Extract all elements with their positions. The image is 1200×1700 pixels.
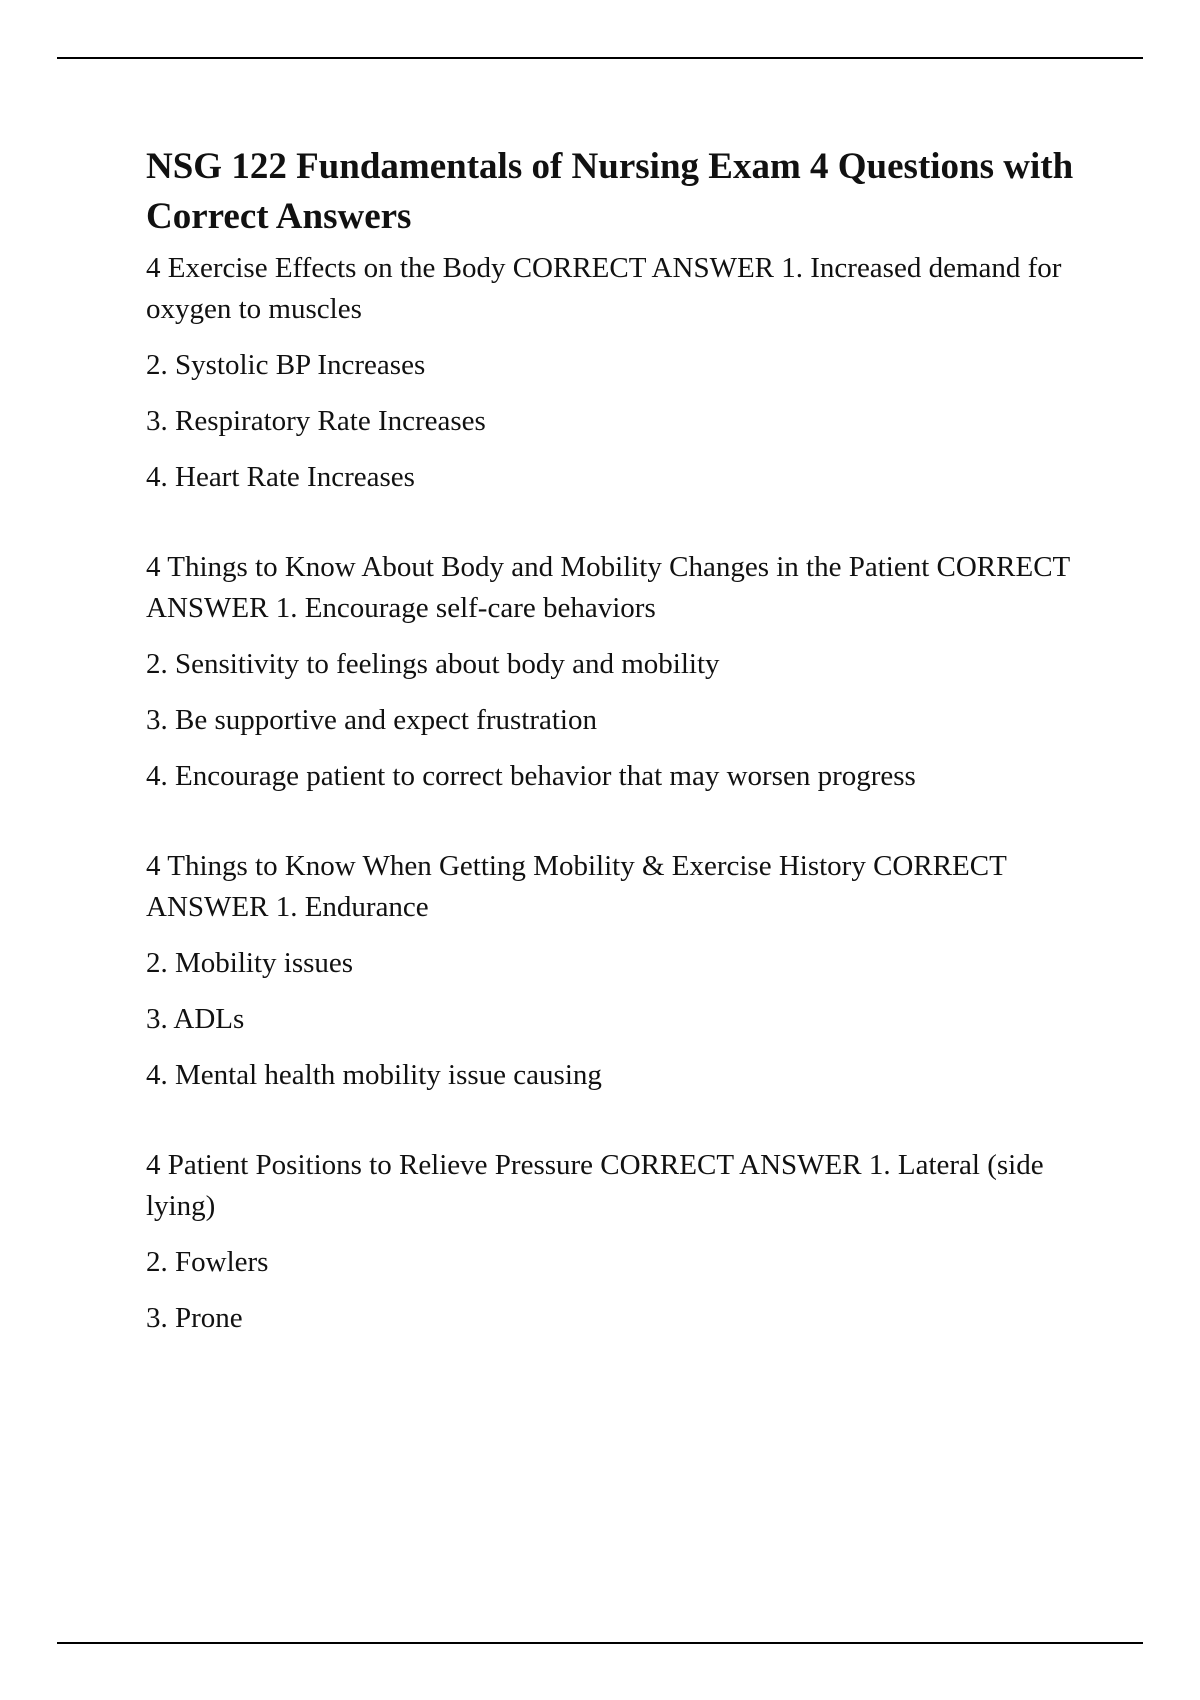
question-block-4 (146, 1145, 1086, 1339)
question-3-answer-3: 3. ADLs (146, 1003, 245, 1035)
question-1-prompt: 4 Exercise Effects on the Body CORRECT ANSWER 1. Increased demand for oxygen to muscles (146, 252, 1062, 325)
question-3-prompt: 4 Things to Know When Getting Mobility & Exercise History CORRECT ANSWER 1. Endurance (146, 850, 1007, 923)
question-4-answer-3: 3. Prone (146, 1302, 243, 1334)
question-4-answer-2: 2. Fowlers (146, 1246, 269, 1278)
question-2-prompt: 4 Things to Know About Body and Mobility Changes in the Patient CORRECT ANSWER 1. Encourage self-care behaviors (146, 551, 1070, 624)
question-2-answer-2: 2. Sensitivity to feelings about body and mobility (146, 648, 720, 680)
question-2-answer-3: 3. Be supportive and expect frustration (146, 704, 597, 736)
question-block-2 (146, 547, 1086, 797)
question-block-1 (146, 248, 1086, 498)
question-1-answer-2: 2. Systolic BP Increases (146, 349, 426, 381)
document-title: NSG 122 Fundamentals of Nursing Exam 4 Questions with Correct Answers (146, 146, 1074, 237)
document-body (146, 142, 1086, 1339)
question-1-answer-4: 4. Heart Rate Increases (146, 461, 415, 493)
question-3-answer-4: 4. Mental health mobility issue causing (146, 1059, 602, 1091)
question-4-prompt: 4 Patient Positions to Relieve Pressure CORRECT ANSWER 1. Lateral (side lying) (146, 1149, 1044, 1222)
question-3-answer-2: 2. Mobility issues (146, 947, 354, 979)
header-rule (57, 57, 1143, 59)
question-block-3 (146, 846, 1086, 1096)
footer-rule (57, 1642, 1143, 1644)
question-2-answer-4: 4. Encourage patient to correct behavior that may worsen progress (146, 760, 916, 792)
question-1-answer-3: 3. Respiratory Rate Increases (146, 405, 486, 437)
